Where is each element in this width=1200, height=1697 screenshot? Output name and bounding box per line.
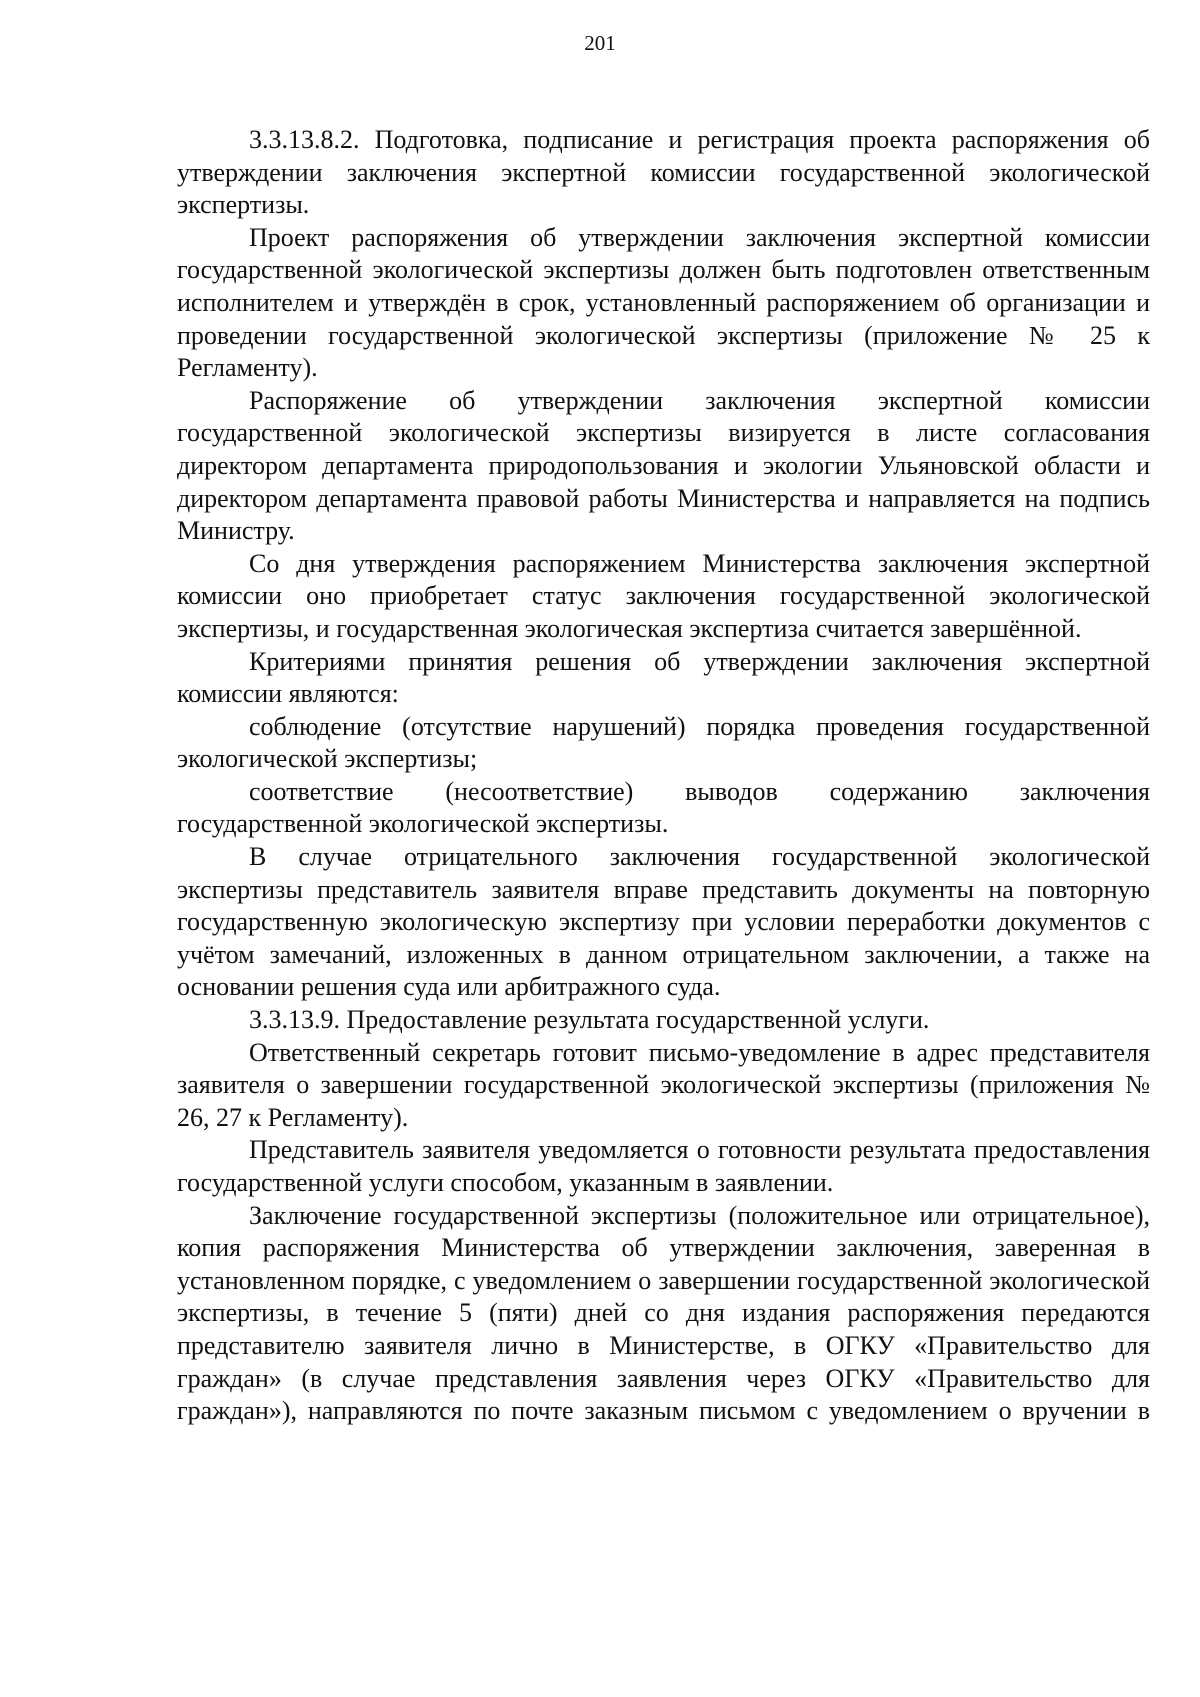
paragraph-draft-order: Проект распоряжения об утверждении заключения экспертной комиссии государственной экологической экспертизы должен быть подготовлен ответственным исполнителем и утверждён в срок, установленный распоряжением об организации и проведении государственной экологической экспертизы (приложение № 25 к Регламенту).: [177, 222, 1150, 383]
document-body: [177, 124, 1150, 1428]
paragraph-negative-conclusion: В случае отрицательного заключения государственной экологической экспертизы представитель заявителя вправе представить документы на повторную государственную экологическую экспертизу при условии переработки документов с учётом замечаний, изложенных в данном отрицательном заключении, а также на основании решения суда или арбитражного суда.: [177, 842, 1150, 1002]
paragraph-order-approval: Распоряжение об утверждении заключения экспертной комиссии государственной экологической экспертизы визируется в листе согласования директором департамента природопользования и экологии Ульяновской области и директором департамента правовой работы Министерства и направляется на подпись Министру.: [177, 385, 1150, 546]
paragraph-approval-date: Со дня утверждения распоряжением Министерства заключения экспертной комиссии оно приобретает статус заключения государственной экологической экспертизы, и государственная экологическая экспертиза считается завершённой.: [177, 548, 1150, 643]
page-number: 201: [584, 31, 616, 55]
paragraph-applicant-notified: Представитель заявителя уведомляется о готовности результата предоставления государственной услуги способом, указанным в заявлении.: [177, 1135, 1150, 1197]
paragraph-3-3-13-8-2-heading: 3.3.13.8.2. Подготовка, подписание и регистрация проекта распоряжения об утверждении заключения экспертной комиссии государственной экологической экспертизы.: [177, 125, 1150, 220]
paragraph-conclusion-delivery: Заключение государственной экспертизы (положительное или отрицательное), копия распоряжения Министерства об утверждении заключения, заверенная в установленном порядке, с уведомлением о завершении государственной экологической экспертизы, в течение 5 (пяти) дней со дня издания распоряжения передаются представителю заявителя лично в Министерстве, в ОГКУ «Правительство для граждан» (в случае представления заявления через ОГКУ «Правительство для граждан»), направляются по почте заказным письмом с уведомлением о вручении в: [177, 1200, 1150, 1426]
paragraph-notification-letter: Ответственный секретарь готовит письмо-уведомление в адрес представителя заявителя о завершении государственной экологической экспертизы (приложения № 26, 27 к Регламенту).: [177, 1037, 1150, 1132]
paragraph-criteria-intro: Критериями принятия решения об утверждении заключения экспертной комиссии являются:: [177, 646, 1150, 709]
paragraph-3-3-13-9-heading: 3.3.13.9. Предоставление результата государственной услуги.: [249, 1005, 930, 1035]
paragraph-criterion-conformity: соответствие (несоответствие) выводов содержанию заключения государственной экологической экспертизы.: [177, 776, 1150, 839]
paragraph-criterion-compliance: соблюдение (отсутствие нарушений) порядка проведения государственной экологической экспертизы;: [177, 711, 1150, 774]
